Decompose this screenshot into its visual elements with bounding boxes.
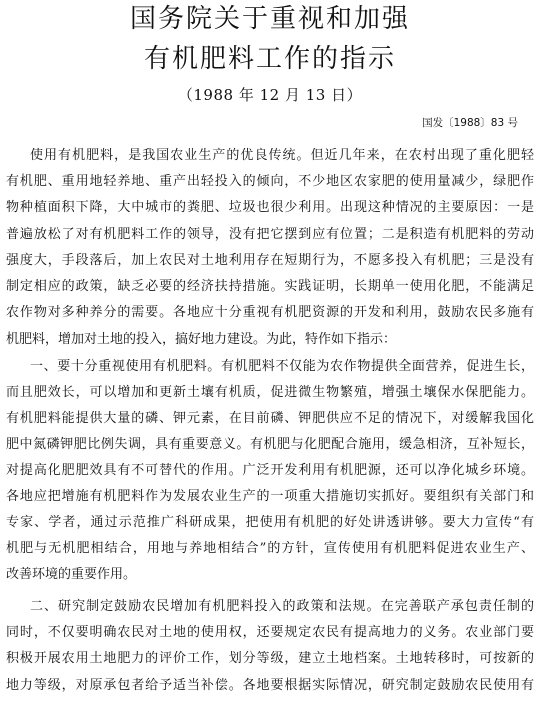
body-line: 对提高化肥肥效具有不可替代的作用。广泛开发利用有机肥源，还可以净化城乡环境。	[6, 463, 534, 478]
body-line: 机肥与无机肥相结合，用地与养地相结合”的方针，宣传使用有机肥料促进农业生产、	[6, 541, 534, 556]
body-line: 一、要十分重视使用有机肥料。有机肥料不仅能为农作物提供全面营养，促进生长，	[30, 359, 534, 374]
body-line: 制定相应的政策，缺乏必要的经济扶持措施。实践证明，长期单一使用化肥，不能满足	[6, 279, 534, 294]
document-date: （1988 年 12 月 13 日）	[177, 86, 363, 104]
body-line: 而且肥效长，可以增加和更新土壤有机质，促进微生物繁殖，增强土壤保水保肥能力。	[6, 385, 534, 400]
body-line: 二、研究制定鼓励农民增加有机肥料投入的政策和法规。在完善联产承包责任制的	[30, 599, 534, 614]
body-line: 有机肥、重用地轻养地、重产出轻投入的倾向，不少地区农家肥的使用量减少，绿肥作	[6, 174, 534, 189]
body-line: 机肥料，增加对土地的投入，搞好地力建设。为此，特作如下指示：	[6, 332, 397, 347]
document-title-line-1: 国务院关于重视和加强	[129, 4, 410, 34]
document-number: 国发〔1988〕83 号	[422, 117, 518, 129]
body-line: 各地应把增施有机肥料作为发展农业生产的一项重大措施切实抓好。要组织有关部门和	[6, 489, 534, 504]
body-line: 专家、学者，通过示范推广科研成果，把使用有机肥的好处讲透讲够。要大力宣传“有	[6, 515, 534, 530]
body-line: 普遍放松了对有机肥料工作的领导，没有把它摆到应有位置；二是积造有机肥料的劳动	[6, 227, 534, 242]
body-line: 改善环境的重要作用。	[6, 567, 137, 582]
body-line: 积极开展农用土地肥力的评价工作，划分等级，建立土地档案。土地转移时，可按新的	[6, 651, 534, 666]
body-line: 地力等级，对原承包者给予适当补偿。各地要根据实际情况，研究制定鼓励农民使用有	[6, 678, 534, 693]
body-line: 同时，不仅要明确农民对土地的使用权，还要规定农民有提高地力的义务。农业部门要	[6, 625, 534, 640]
document-title-line-2: 有机肥料工作的指示	[143, 44, 396, 74]
body-line: 农作物对多种养分的需要。各地应十分重视有机肥资源的开发和利用，鼓励农民多施有	[6, 305, 534, 320]
body-line: 强度大，手段落后，加上农民对土地利用存在短期行为，不愿多投入有机肥；三是没有	[6, 253, 534, 268]
body-line: 使用有机肥料，是我国农业生产的优良传统。但近几年来，在农村出现了重化肥轻	[30, 148, 534, 163]
body-line: 有机肥料能提供大量的磷、钾元素，在目前磷、钾肥供应不足的情况下，对缓解我国化	[6, 411, 534, 426]
body-line: 物种植面积下降，大中城市的粪肥、垃圾也很少利用。出现这种情况的主要原因：一是	[6, 200, 534, 215]
body-line: 肥中氮磷钾肥比例失调，具有重要意义。有机肥与化肥配合施用，缓急相济，互补短长，	[6, 437, 534, 452]
